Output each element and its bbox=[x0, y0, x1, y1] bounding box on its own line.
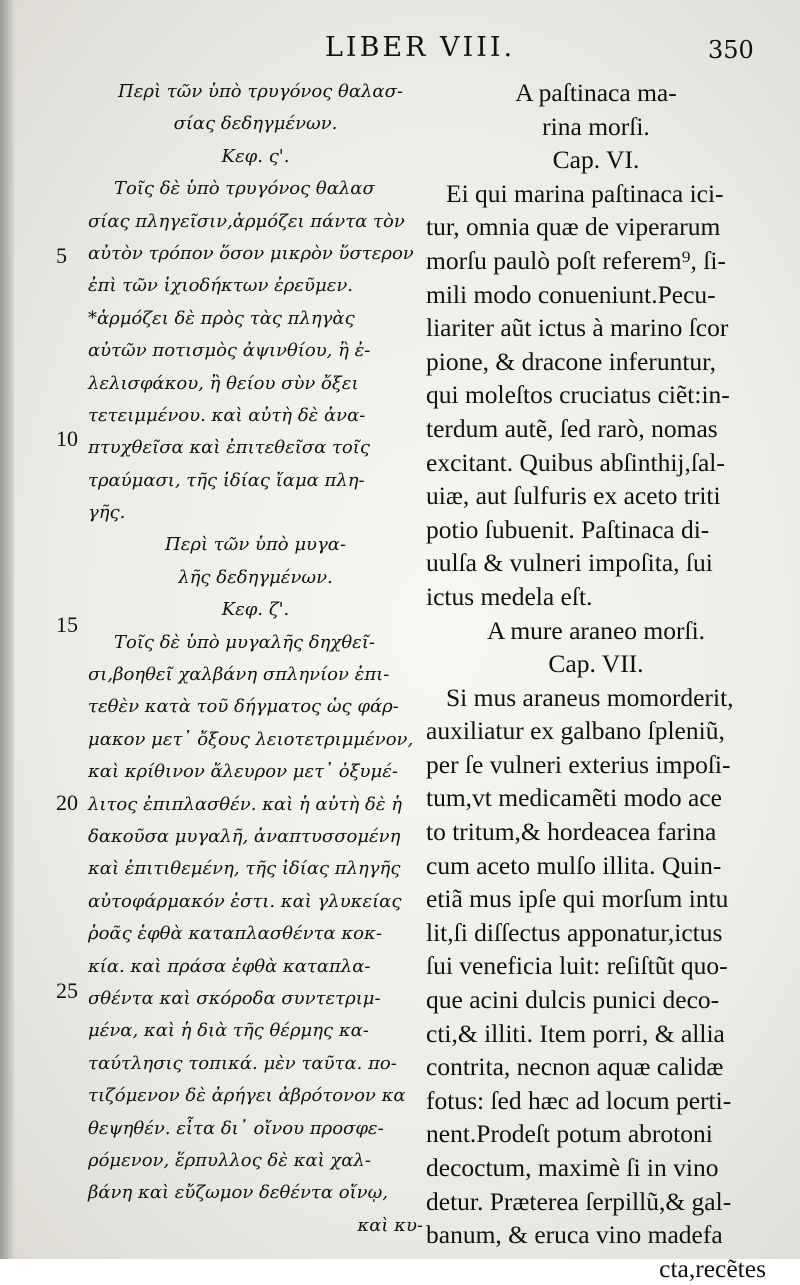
latin-line: nent.Prodeſt potum abrotoni bbox=[426, 1119, 713, 1149]
latin-line: potio ſubuenit. Paſtinaca di- bbox=[426, 514, 710, 544]
greek-line: βάνη καὶ εὔζωμον δεθέντα οἴνῳ, bbox=[88, 1182, 388, 1204]
greek-line: καὶ ἐπιτιθεμένη, τῆς ἰδίας πληγῆς bbox=[88, 858, 401, 880]
greek-line: πτυχθεῖσα καὶ ἐπιτεθεῖσα τοῖς bbox=[88, 437, 370, 459]
latin-chapter-label: Cap. VI. bbox=[552, 145, 640, 175]
greek-line: τραύμασι, τῆς ἰδίας ἴαμα πλη- bbox=[88, 469, 365, 491]
line-number: 10 bbox=[56, 426, 78, 451]
greek-line: αὐτοφάρμακόν ἐστι. καὶ γλυκείας bbox=[88, 890, 402, 912]
page-edge-shadow bbox=[0, 0, 14, 1259]
greek-line: *ἁρμόζει δὲ πρὸς τὰς πληγὰς bbox=[88, 307, 355, 329]
latin-line: liariter aũt ictus à marino ſcor bbox=[426, 313, 729, 343]
greek-line: αὐτῶν ποτισμὸς ἀψινθίου, ἢ ἐ- bbox=[88, 340, 371, 362]
greek-text-column bbox=[88, 76, 423, 1242]
greek-line: καὶ κρίθινον ἄλευρον μετ᾽ ὀξυμέ- bbox=[88, 761, 398, 783]
latin-line: terdum autẽ, ſed rarò, nomas bbox=[426, 413, 718, 443]
greek-line: Τοῖς δὲ ὑπὸ τρυγόνος θαλασ bbox=[114, 178, 375, 200]
latin-line: que acini dulcis punici deco- bbox=[426, 985, 720, 1015]
greek-catchword: καὶ κυ- bbox=[357, 1214, 423, 1236]
greek-line: μακον μετ᾽ ὄξους λειοτετριμμένον, bbox=[88, 728, 414, 750]
folio-number: 350 bbox=[708, 36, 754, 64]
latin-line: cti,& illiti. Item porri, & allia bbox=[426, 1018, 725, 1048]
greek-line: τιζόμενον δὲ ἀρήγει ἀβρότονον κα bbox=[88, 1085, 406, 1107]
greek-line: τετειμμένου. καὶ αὐτὴ δὲ ἀνα- bbox=[88, 404, 366, 426]
line-number: 5 bbox=[56, 243, 67, 268]
greek-line: λελισφάκου, ἢ θείου σὺν ὄξει bbox=[88, 372, 359, 394]
greek-line: σίας πληγεῖσιν,ἁρμόζει πάντα τὸν bbox=[88, 210, 405, 232]
latin-line: ictus medela eſt. bbox=[426, 581, 593, 611]
latin-line: banum, & eruca vino madefa bbox=[426, 1220, 723, 1250]
greek-line: σθέντα καὶ σκόροδα συντετριμ- bbox=[88, 987, 381, 1009]
greek-line: λιτος ἐπιπλασθέν. καὶ ἡ αὐτὴ δὲ ἡ bbox=[88, 793, 402, 815]
latin-line: ſui veneficia luit: reſiſtũt quo- bbox=[426, 951, 728, 981]
greek-line: ρόμενον, ἕρπυλλος δὲ καὶ χαλ- bbox=[88, 1149, 371, 1171]
latin-heading: rina morſi. bbox=[542, 111, 650, 141]
latin-text-column bbox=[426, 76, 766, 1285]
greek-heading: Περὶ τῶν ὑπὸ μυγα- bbox=[165, 534, 346, 556]
latin-line: tum,vt medicamẽti modo ace bbox=[426, 783, 722, 813]
running-head bbox=[0, 28, 800, 68]
running-head-title: LIBER VIII. bbox=[325, 32, 516, 63]
greek-line: αὐτὸν τρόπον ὅσον μικρὸν ὕστερον bbox=[88, 242, 414, 264]
latin-heading: A paſtinaca ma- bbox=[515, 78, 677, 107]
latin-line: pione, & dracone inferuntur, bbox=[426, 346, 717, 376]
greek-line: ταύτλησις τοπικά. μὲν ταῦτα. πο- bbox=[88, 1052, 397, 1074]
latin-line: qui moleſtos cruciatus ciẽt:in- bbox=[426, 380, 730, 410]
latin-line: Si mus araneus momorderit, bbox=[446, 682, 734, 712]
greek-line: γῆς. bbox=[88, 502, 126, 524]
line-number: 15 bbox=[56, 612, 78, 637]
latin-line: to tritum,& hordeacea farina bbox=[426, 817, 717, 847]
greek-heading: Περὶ τῶν ὑπὸ τρυγόνος θαλασ- bbox=[118, 81, 403, 102]
latin-line: Ei qui marina paſtinaca ici- bbox=[446, 178, 724, 208]
greek-heading: σίας δεδηγμένων. bbox=[173, 113, 338, 135]
latin-line: fotus: ſed hæc ad locum perti- bbox=[426, 1085, 732, 1115]
latin-line: uulſa & vulneri impoſita, ſui bbox=[426, 548, 713, 578]
greek-line: δακοῦσα μυγαλῆ, ἀναπτυσσομένη bbox=[88, 825, 401, 847]
latin-line: auxiliatur ex galbano ſpleniũ, bbox=[426, 716, 725, 746]
greek-heading: λῆς δεδηγμένων. bbox=[178, 566, 333, 588]
latin-line: detur. Præterea ſerpillũ,& gal- bbox=[426, 1186, 732, 1216]
greek-line: σι,βοηθεῖ χαλβάνη σπληνίον ἐπι- bbox=[88, 664, 390, 686]
latin-line: mili modo conueniunt.Pecu- bbox=[426, 279, 716, 309]
latin-catchword: cta,recẽtes bbox=[659, 1253, 766, 1283]
greek-line: θεψηθέν. εἶτα δι᾽ οἴνου προσφε- bbox=[88, 1117, 384, 1139]
greek-line: τεθὲν κατὰ τοῦ δήγματος ὡς φάρ- bbox=[88, 696, 399, 718]
latin-line: excitant. Quibus abſinthij,ſal- bbox=[426, 447, 725, 477]
latin-line: tur, omnia quæ de viperarum bbox=[426, 212, 721, 242]
greek-line: κία. καὶ πράσα ἑφθὰ καταπλα- bbox=[88, 955, 371, 977]
greek-line: ῥοᾶς ἑφθὰ καταπλασθέντα κοκ- bbox=[88, 923, 382, 945]
greek-line: Τοῖς δὲ ὑπὸ μυγαλῆς δηχθεῖ- bbox=[114, 631, 375, 653]
latin-line: per ſe vulneri exterius impoſi- bbox=[426, 749, 731, 779]
latin-line: etiã mus ipſe qui morſum intu bbox=[426, 884, 729, 914]
line-number: 20 bbox=[56, 790, 78, 815]
latin-line: uiæ, aut ſulfuris ex aceto triti bbox=[426, 481, 721, 511]
greek-line: μένα, καὶ ἡ διὰ τῆς θέρμης κα- bbox=[88, 1020, 369, 1042]
greek-line: ἐπὶ τῶν ἰχιοδήκτων ἐρεῦμεν. bbox=[88, 275, 354, 297]
latin-chapter-label: Cap. VII. bbox=[548, 649, 644, 679]
line-number: 25 bbox=[56, 978, 78, 1003]
greek-chapter-label: Κεφ. ζ'. bbox=[221, 599, 290, 621]
latin-line: decoctum, maximè ſi in vino bbox=[426, 1153, 719, 1182]
latin-heading: A mure araneo morſi. bbox=[486, 615, 706, 645]
latin-line: lit,ſi diſſectus apponatur,ictus bbox=[426, 917, 723, 947]
latin-line: contrita, necnon aquæ calidæ bbox=[426, 1052, 724, 1082]
latin-line: morſu paulò poſt referem⁹, ſi- bbox=[426, 245, 726, 275]
greek-chapter-label: Κεφ. ς'. bbox=[221, 145, 290, 167]
latin-line: cum aceto mulſo illita. Quin- bbox=[426, 850, 722, 880]
